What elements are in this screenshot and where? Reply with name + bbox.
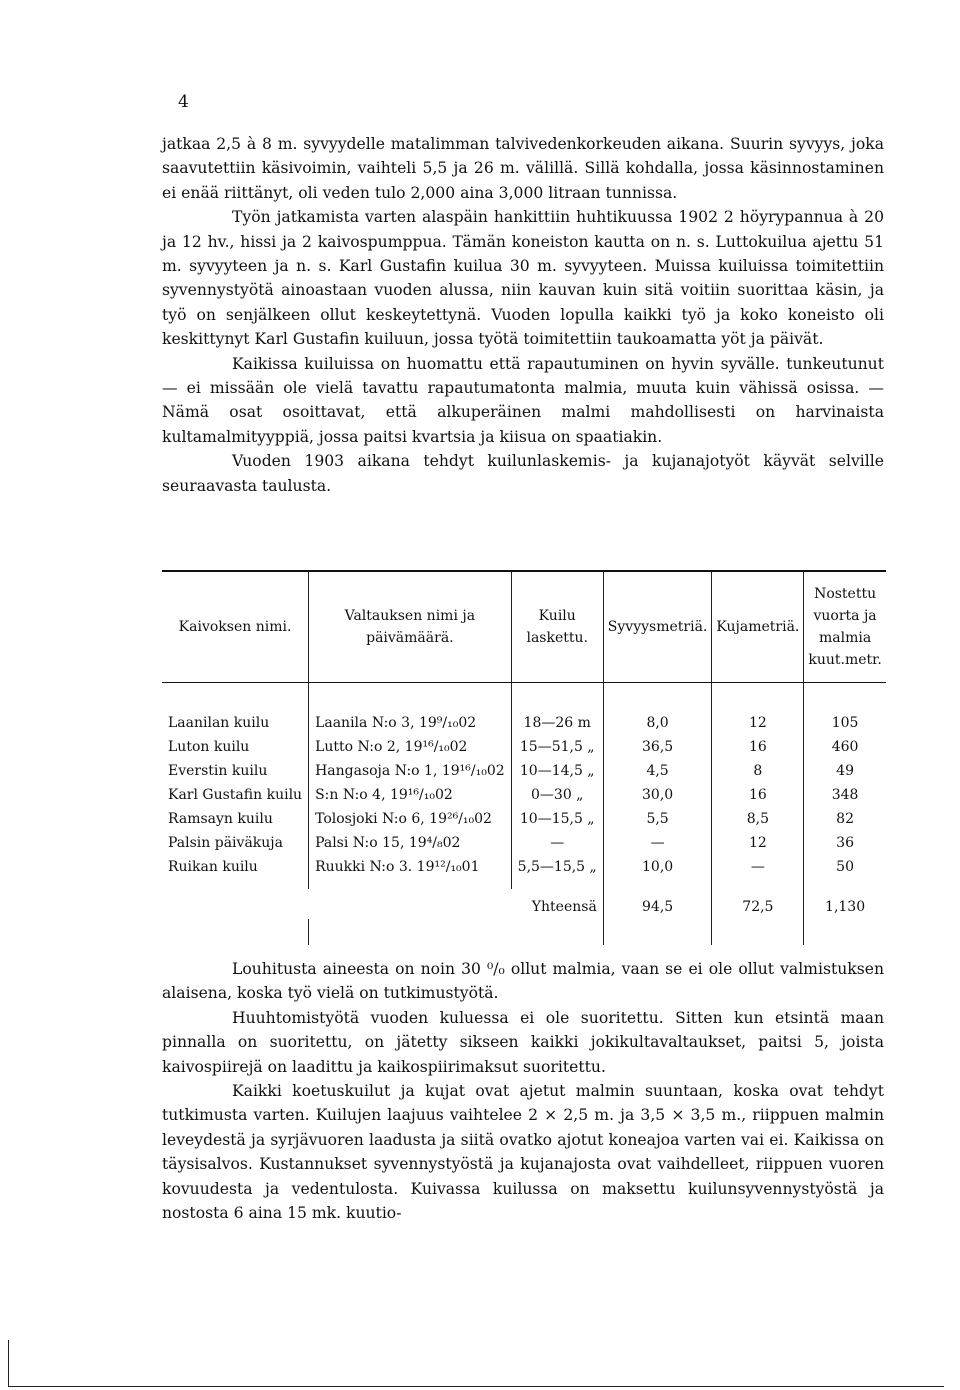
scan-edge-mark	[8, 1340, 9, 1386]
cell-claim: S:n N:o 4, 19¹⁶/₁₀02	[309, 783, 512, 807]
header-claim: Valtauksen nimi ja päivämäärä.	[309, 571, 512, 683]
tail-cell	[603, 919, 712, 945]
cell-shaft: 10—15,5 „	[511, 807, 603, 831]
cell-volume: 36	[804, 831, 886, 855]
cell-shaft: 18—26 m	[511, 683, 603, 736]
table-row	[162, 735, 886, 759]
cell-shaft: —	[511, 831, 603, 855]
cell-mine: Palsin päiväkuja	[168, 835, 283, 851]
cell-drift: 8,5	[712, 807, 804, 831]
table-row	[162, 831, 886, 855]
cell-mine: Ramsayn kuilu	[168, 811, 273, 827]
cell-drift: 16	[712, 783, 804, 807]
header-depth: Syvyysmetriä.	[603, 571, 712, 683]
scan-bottom-rule	[8, 1386, 944, 1387]
spacer-cell	[712, 879, 804, 889]
cell-claim: Lutto N:o 2, 19¹⁶/₁₀02	[309, 735, 512, 759]
paragraph: Vuoden 1903 aikana tehdyt kuilunlaskemis- ja kujanajotyöt käyvät selville seuraavasta taulusta.	[162, 452, 884, 495]
cell-volume: 82	[804, 807, 886, 831]
tail-cell	[712, 919, 804, 945]
paragraph: Työn jatkamista varten alaspäin hankittiin huhtikuussa 1902 2 höyrypannua à 20 ja 12 hv., hissi ja 2 kaivospumppua. Tämän koneiston kautta on n. s. Luttokuilua ajettu 51 m. syvyyteen ja n. s. Karl Gustafin kuilua 30 m. syvyyteen. Muissa kuiluissa toimitettiin syvennystyötä ainoastaan vuoden alussa, niin kauvan kuin sitä voitiin suorittaa käsin, ja työ on senjälkeen ollut keskeytettynä. Vuoden lopulla kaikki työ ja koko koneisto oli keskittynyt Karl Gustafin kuiluun, jossa työtä toimitettiin taukoamatta yöt ja päivät.	[162, 208, 884, 349]
spacer-cell	[162, 879, 309, 889]
paragraph: Kaikissa kuiluissa on huomattu että rapautuminen on hyvin syvälle. tunkeutunut — ei missään ole vielä tavattu rapautumatonta malmia, muuta kuin vähissä osissa. — Nämä osat osoittavat, että alkuperäinen malmi mahdollisesti on harvinaista kultamalmityyppiä, jossa paitsi kvartsia ja kiisua on spaatiakin.	[162, 354, 884, 446]
cell-depth: 5,5	[603, 807, 712, 831]
cell-claim: Palsi N:o 15, 19⁴/₈02	[309, 831, 512, 855]
total-drift: 72,5	[712, 889, 804, 919]
header-mine-name: Kaivoksen nimi.	[178, 619, 292, 635]
total-label: Yhteensä	[531, 899, 597, 915]
cell-volume: 105	[804, 683, 886, 736]
cell-claim: Hangasoja N:o 1, 19¹⁶/₁₀02	[309, 759, 512, 783]
cell-drift: 12	[712, 683, 804, 736]
cell-volume: 460	[804, 735, 886, 759]
table-row	[162, 783, 886, 807]
cell-depth: 30,0	[603, 783, 712, 807]
table-total-row	[162, 889, 886, 919]
total-depth: 94,5	[603, 889, 712, 919]
cell-volume: 348	[804, 783, 886, 807]
bottom-text-block	[162, 957, 884, 1225]
cell-shaft: 5,5—15,5 „	[511, 855, 603, 879]
tail-cell	[804, 919, 886, 945]
total-volume: 1,130	[804, 889, 886, 919]
cell-depth: 10,0	[603, 855, 712, 879]
cell-drift: 8	[712, 759, 804, 783]
header-volume: Nostettu vuorta ja malmia kuut.metr.	[804, 571, 886, 683]
mine-work-table	[162, 570, 882, 945]
spacer-cell	[309, 879, 512, 889]
tail-cell	[309, 919, 512, 945]
empty-cell	[309, 889, 512, 919]
tail-cell	[511, 919, 603, 945]
cell-claim: Laanila N:o 3, 19⁹/₁₀02	[309, 683, 512, 736]
cell-drift: —	[712, 855, 804, 879]
cell-drift: 12	[712, 831, 804, 855]
paragraph: Louhitusta aineesta on noin 30 ⁰/₀ ollut malmia, vaan se ei ole ollut valmistuksen alaisena, koska työ vielä on tutkimustyötä.	[162, 960, 884, 1003]
cell-shaft: 15—51,5 „	[511, 735, 603, 759]
table-row	[162, 683, 886, 736]
table-row	[162, 759, 886, 783]
spacer-cell	[603, 879, 712, 889]
cell-volume: 50	[804, 855, 886, 879]
cell-mine: Karl Gustafin kuilu	[168, 787, 303, 803]
cell-claim: Tolosjoki N:o 6, 19²⁶/₁₀02	[309, 807, 512, 831]
cell-mine: Luton kuilu	[168, 739, 250, 755]
cell-mine: Ruikan kuilu	[168, 859, 258, 875]
header-drift: Kujametriä.	[712, 571, 804, 683]
cell-depth: 8,0	[603, 683, 712, 736]
cell-claim: Ruukki N:o 3. 19¹²/₁₀01	[309, 855, 512, 879]
cell-shaft: 0—30 „	[511, 783, 603, 807]
table-header-row	[162, 571, 886, 683]
table-row	[162, 855, 886, 879]
paragraph: Huuhtomistyötä vuoden kuluessa ei ole suoritettu. Sitten kun etsintä maan pinnalla on suoritettu, on jätetty sikseen kaikki jokikultavaltaukset, paitsi 5, joista kaivospiirejä on laadittu ja kaikospiirimaksut suoritettu.	[162, 1008, 884, 1076]
table-tail-row	[162, 919, 886, 945]
cell-depth: —	[603, 831, 712, 855]
cell-depth: 36,5	[603, 735, 712, 759]
top-text-block	[162, 132, 884, 498]
header-shaft: Kuilu laskettu.	[511, 571, 603, 683]
spacer-cell	[511, 879, 603, 889]
spacer-cell	[804, 879, 886, 889]
tail-cell	[162, 919, 309, 945]
cell-mine: Laanilan kuilu	[168, 715, 270, 731]
paragraph: jatkaa 2,5 à 8 m. syvyydelle matalimman talvivedenkorkeuden aikana. Suurin syvyys, joka saavutettiin käsivoimin, vaihteli 5,5 ja 26 m. välillä. Sillä kohdalla, jossa käsinnostaminen ei enää riittänyt, oli veden tulo 2,000 aina 3,000 litraan tunnissa.	[162, 135, 884, 202]
cell-drift: 16	[712, 735, 804, 759]
cell-mine: Everstin kuilu	[168, 763, 268, 779]
table-spacer-row	[162, 879, 886, 889]
table	[162, 570, 886, 945]
cell-shaft: 10—14,5 „	[511, 759, 603, 783]
empty-cell	[162, 889, 309, 919]
page-number: 4	[178, 92, 189, 112]
table-row	[162, 807, 886, 831]
cell-volume: 49	[804, 759, 886, 783]
cell-depth: 4,5	[603, 759, 712, 783]
paragraph: Kaikki koetuskuilut ja kujat ovat ajetut malmin suuntaan, koska ovat tehdyt tutkimusta varten. Kuilujen laajuus vaihtelee 2 × 2,5 m. ja 3,5 × 3,5 m., riippuen malmin leveydestä ja syrjävuoren laadusta ja siitä ovatko ajotut koneajoa varten vai ei. Kaikissa on täysisalvos. Kustannukset syvennystyöstä ja kujanajosta ovat vaihdelleet, riippuen vuoren kovuudesta ja vedentulosta. Kuivassa kuilussa on maksettu kuilunsyvennystyöstä ja nostosta 6 aina 15 mk. kuutio-	[162, 1082, 884, 1223]
